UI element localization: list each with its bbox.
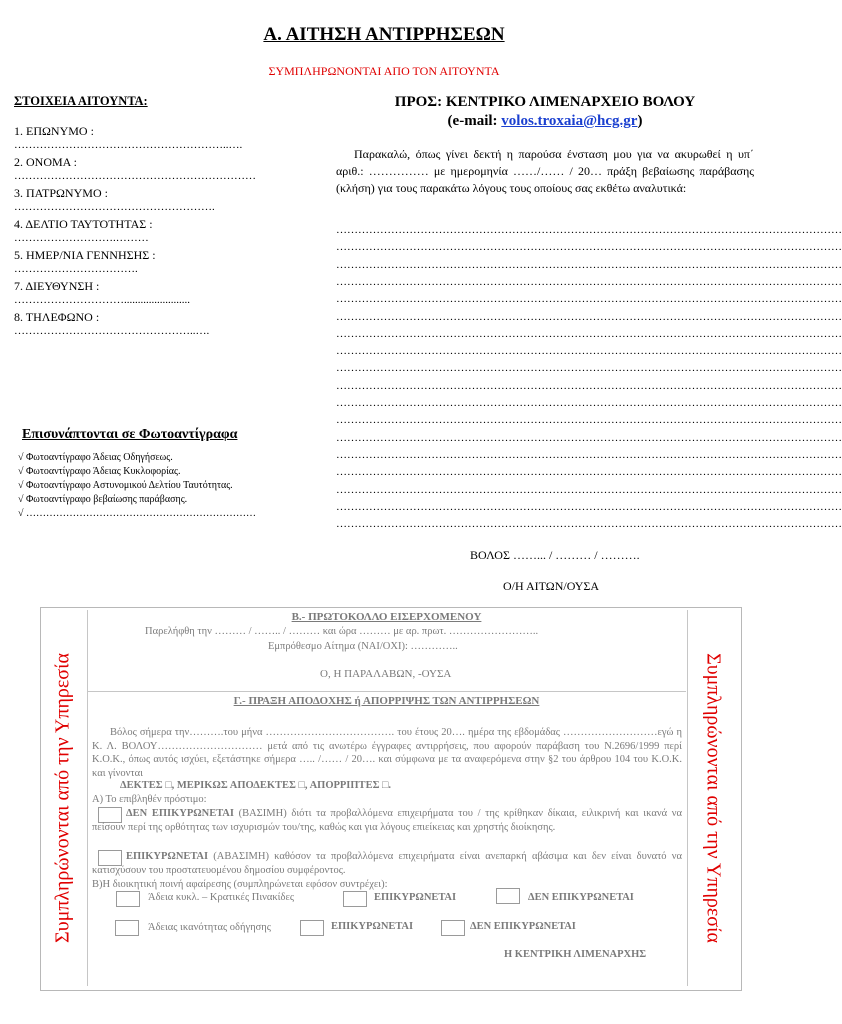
reasons-line[interactable]: ………………………………………………………………………………………………………………………… [336, 241, 842, 254]
not-confirmed-label: ΔΕΝ ΕΠΙΚΥΡΩΝΕΤΑΙ [126, 808, 234, 819]
field-label: 3. ΠΑΤΡΩΝΥΜΟ : [14, 186, 108, 200]
row2-confirm-checkbox[interactable] [300, 920, 324, 936]
father-name-field[interactable] [14, 186, 314, 214]
reasons-line[interactable]: ………………………………………………………………………………………………………………………… [336, 258, 842, 271]
row1-confirm-label: ΕΠΙΚΥΡΩΝΕΤΑΙ [374, 892, 457, 903]
attachments-heading: Επισυνάπτονται σε Φωτοαντίγραφα [22, 427, 238, 442]
row1-not-confirm-label: ΔΕΝ ΕΠΙΚΥΡΩΝΕΤΑΙ [528, 892, 634, 903]
field-label: 4. ΔΕΛΤΙΟ ΤΑΥΤΟΤΗΤΑΣ : [14, 217, 153, 231]
not-confirmed-reason: (ΒΑΣΙΜΗ) διότι τα προβαλλόμενα επιχειρήματα του / της κρίθηκαν δίκαια, ειλικρινή και ικανά να πείσουν περί της ορθότητας των ισχυρισμών του/της, καθώς και για λόγους επιείκειας και χρηστής διοίκησης. [92, 808, 682, 833]
form-subtitle: ΣΥΜΠΛΗΡΩΝΟΝΤΑΙ ΑΠΟ ΤΟΝ ΑΙΤΟΥΝΤΑ [268, 64, 500, 78]
received-line: Παρελήφθη την ……… / …….. / ……… και ώρα ……… με αρ. πρωτ. …………………….. [145, 626, 539, 637]
reasons-line[interactable]: ………………………………………………………………………………………………………………………… [336, 310, 842, 323]
section-divider [87, 691, 686, 692]
reasons-line[interactable]: ………………………………………………………………………………………………………………………… [336, 293, 842, 306]
reasons-line[interactable]: ………………………………………………………………………………………………………………………… [336, 518, 842, 531]
field-dots: ……………………….……… [14, 232, 149, 244]
reasons-line[interactable]: ………………………………………………………………………………………………………………………… [336, 275, 842, 288]
vehicle-license-label: Άδεια κυκλ. – Κρατικές Πινακίδες [148, 892, 295, 903]
reasons-line[interactable]: ………………………………………………………………………………………………………………………… [336, 327, 842, 340]
reasons-line[interactable]: ………………………………………………………………………………………………………………………… [336, 397, 842, 409]
row2-not-confirm-checkbox[interactable] [441, 920, 465, 936]
attachment-item: √ Φωτοαντίγραφο βεβαίωσης παράβασης. [18, 494, 188, 505]
surname-field[interactable] [14, 124, 314, 152]
birth-date-field[interactable] [14, 248, 314, 276]
row1-checkbox[interactable] [116, 891, 140, 907]
email-prefix: (e-mail: [447, 113, 502, 129]
side-label-left-box [40, 607, 86, 989]
section-g-paragraph: Βόλος σήμερα την……….του μήνα ………………………………. του έτους 20…. ημέρα της εβδομάδας ………………………εγώ η Κ. Λ. ΒΟΛΟΥ………………………… μετά από τις ανωτέρω έγγραφες αντιρρήσεις, που αφορούν παράβαση του Ν.2696/1999 περί Κ.Ο.Κ., όπως αυτός ισχύει, εξετάστηκε σήμερα ….. /…… / 20…. και σύμφωνα με τα αναφερόμενα στην §2 του άρθρου 104 του Κ.Ο.Κ. και γίνονται [92, 727, 682, 779]
field-dots: ………………………………………………………… [14, 170, 256, 182]
request-paragraph: Παρακαλώ, όπως γίνει δεκτή η παρούσα ένσταση μου για να ακυρωθεί η υπ΄ αριθ.: …………… με ημερομηνία ……/…… / 20… πράξη βεβαίωσης παράβασης (κλήση) για τους παρακάτω λόγους τους οποίους σας εκθέτω αναλυτικά: [336, 147, 754, 195]
not-confirmed-text [92, 807, 682, 834]
applicant-signature: Ο/Η ΑΙΤΩΝ/ΟΥΣΑ [503, 579, 600, 593]
reasons-line[interactable]: ………………………………………………………………………………………………………………………… [336, 362, 842, 375]
side-label-right: Συμπληρώνονται από την Υπηρεσία [702, 653, 725, 943]
form-title: Α. ΑΙΤΗΣΗ ΑΝΤΙΡΡΗΣΕΩΝ [263, 24, 505, 45]
receiver-label: Ο, Η ΠΑΡΑΛΑΒΩΝ, -ΟΥΣΑ [320, 668, 452, 680]
field-label: 8. ΤΗΛΕΦΩΝΟ : [14, 310, 100, 324]
field-dots: ………………………………………………. [14, 201, 215, 213]
phone-field[interactable] [14, 310, 314, 338]
row2-checkbox[interactable] [115, 920, 139, 936]
recipient-heading: ΠΡΟΣ: ΚΕΝΤΡΙΚΟ ΛΙΜΕΝΑΡΧΕΙΟ ΒΟΛΟΥ [394, 94, 696, 110]
field-dots: …………………………………………………..…. [14, 139, 243, 151]
applicant-details-heading: ΣΤΟΙΧΕΙΑ ΑΙΤΟΥΝΤΑ: [14, 94, 148, 108]
section-g-heading: Γ.- ΠΡΑΞΗ ΑΠΟΔΟΧΗΣ ή ΑΠΟΡΡΙΨΗΣ ΤΩΝ ΑΝΤΙΡΡΗΣΕΩΝ [233, 695, 540, 707]
fine-label: Α) Το επιβληθέν πρόστιμο: [92, 794, 207, 805]
reasons-line[interactable]: ………………………………………………………………………………………………………………………… [336, 224, 842, 236]
name-field[interactable] [14, 155, 314, 183]
reasons-line[interactable]: ………………………………………………………………………………………………………………………… [336, 466, 842, 479]
attachment-item: √ Φωτοαντίγραφο Άδειας Οδηγήσεως. [18, 452, 173, 463]
recipient-email-line [330, 113, 760, 130]
date-line: ΒΟΛΟΣ ……... / ……… / ………. [470, 548, 640, 562]
email-link[interactable]: volos.troxaia@hcg.gr [501, 113, 638, 129]
reasons-line[interactable]: ………………………………………………………………………………………………………………………… [336, 431, 842, 444]
address-field[interactable] [14, 279, 314, 307]
side-label-left: Συμπληρώνονται από την Υπηρεσία [51, 653, 74, 943]
row2-confirm-label: ΕΠΙΚΥΡΩΝΕΤΑΙ [331, 921, 414, 932]
email-suffix: ) [637, 113, 643, 129]
row1-not-confirm-checkbox[interactable] [496, 888, 520, 904]
confirmed-text [92, 850, 682, 877]
penalty-label: Β)Η διοικητική ποινή αφαίρεσης (συμπληρώνεται εφόσον συντρέχει): [92, 879, 388, 890]
confirmed-label: ΕΠΙΚΥΡΩΝΕΤΑΙ [126, 851, 209, 862]
confirmed-reason: (ΑΒΑΣΙΜΗ) καθόσον τα προβαλλόμενα επιχειρήματα είναι ανεπαρκή αβάσιμα και δεν είναι δυνατό να κατισχύσουν του προστατευομένου δημοσίου συμφέροντος. [92, 851, 682, 876]
side-label-right-box [687, 607, 739, 989]
field-label: 7. ΔΙΕΥΘΥΝΣΗ : [14, 279, 100, 293]
section-b-heading: Β.- ΠΡΩΤΟΚΟΛΛΟ ΕΙΣΕΡΧΟΜΕΝΟΥ [291, 611, 482, 623]
attachment-item: √ Φωτοαντίγραφο Αστυνομικού Δελτίου Ταυτότητας. [18, 480, 233, 491]
id-card-field[interactable] [14, 217, 314, 245]
decision-options: ΔΕΚΤΕΣ □, ΜΕΡΙΚΩΣ ΑΠΟΔΕΚΤΕΣ □, ΑΠΟΡΡΙΠΤΕΣ □. [120, 780, 392, 791]
reasons-line[interactable]: ………………………………………………………………………………………………………………………… [336, 500, 842, 513]
row1-confirm-checkbox[interactable] [343, 891, 367, 907]
timely-line: Εμπρόθεσμο Αίτημα (ΝΑΙ/ΟΧΙ): ………….. [268, 641, 458, 652]
harbourmaster-signature: Η ΚΕΝΤΡΙΚΗ ΛΙΜΕΝΑΡΧΗΣ [504, 949, 647, 960]
reasons-line[interactable]: ………………………………………………………………………………………………………………………… [336, 379, 842, 392]
reasons-line[interactable]: ………………………………………………………………………………………………………………………… [336, 345, 842, 358]
field-dots: …………………………........................ [14, 294, 190, 306]
attachment-item: √ …………………………………………………………… [18, 508, 256, 519]
reasons-line[interactable]: ………………………………………………………………………………………………………………………… [336, 414, 842, 427]
field-label: 5. ΗΜΕΡ/ΝΙΑ ΓΕΝΝΗΣΗΣ : [14, 248, 156, 262]
field-label: 2. ΟΝΟΜΑ : [14, 155, 78, 169]
row2-not-confirm-label: ΔΕΝ ΕΠΙΚΥΡΩΝΕΤΑΙ [470, 921, 576, 932]
driving-license-label: Άδειας ικανότητας οδήγησης [148, 922, 271, 933]
field-dots: ……………………………. [14, 263, 138, 275]
reasons-line[interactable]: ………………………………………………………………………………………………………………………… [336, 448, 842, 461]
attachment-item: √ Φωτοαντίγραφο Άδειας Κυκλοφορίας. [18, 466, 181, 477]
reasons-line[interactable]: ………………………………………………………………………………………………………………………… [336, 483, 842, 496]
field-dots: …………………………………………..…. [14, 325, 210, 337]
field-label: 1. ΕΠΩΝΥΜΟ : [14, 124, 94, 138]
